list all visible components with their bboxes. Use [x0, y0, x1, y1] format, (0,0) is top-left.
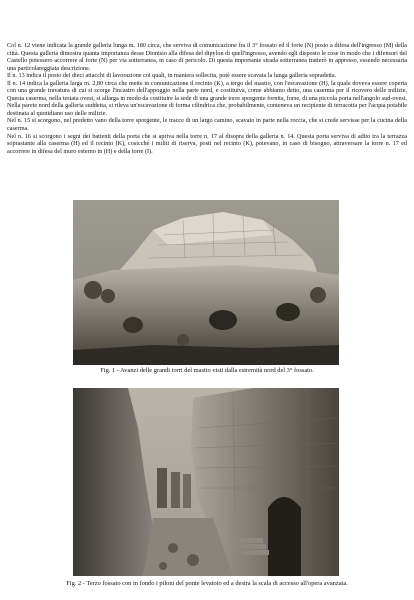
- paragraph-gallery-14: Il n. 14 indica la galleria larga m. 2,80 circa che mette in comunicazione il recinto (K), a tergo del mastio, con l'escavazione (H), la quale doveva essere coperta con una grande travatura di cui si scorge l'incastro dell'appoggio nella parte nord, e costituiva, come abbiamo detto, una caserma per il ricovero delle milizie. Questa caserma, nella testata ovest, si allarga in modo da costituire la sede di una grande torre sporgente fornita, forse, di una piccola porta nell'angolo sud-ovest. Nella parete nord della galleria suddetta, si rileva un'escavazione di forma cilindrica che, probabilmente, conteneva un recipiente di terracotta per l'acqua potabile destinata al quotidiano uso delle milizie.: [7, 79, 407, 117]
- third-moat-photo: [73, 388, 339, 576]
- figure-1-photo: [73, 200, 339, 365]
- tower-ruins-photo: [73, 200, 339, 365]
- body-text: [7, 42, 407, 155]
- figure-2-caption: Fig. 2 - Terzo fossato con in fondo i piloni del ponte levatoio ed a destra la scala di accesso all'opera avanzata.: [66, 580, 348, 587]
- paragraph-gallery-12: Col n. 12 viene indicata la grande galleria lunga m. 180 circa, che serviva di comunicazione fra il 3° fossato ed il forte (N) posto a difesa dell'ingresso (M) della città. Questa galleria dimostra quanta importanza desse Dionisio alla difesa del dipylon di quell'ingresso, avendo egli disposto le cose in modo che i difensori del Castello potessero accorrere al forte (N) per via sotterranea, in caso di pericolo. Di questa importante strada sotterranea tratterò in appresso, essendo necessaria una particolareggiata descrizione.: [7, 42, 407, 72]
- paragraph-door-16: Nel n. 16 si scorgono i segni dei battenti della porta che si apriva nella torre n. 17 al disopra della galleria n. 14. Questa porta serviva di adito tra la terrazza soprastante alla caserma (H) ed il recinto (K), cosicché i militi di riserva, posti nel recinto (K), potevano, in caso di bisogno, attraversare la torre n. 17 ed accorrere in difesa del muro esterno in (H) e della torre (I).: [7, 132, 407, 155]
- figure-1-caption: Fig. 1 - Avanzi delle grandi torri del mastio visti dalla estremità nord del 3° fossato.: [100, 367, 314, 374]
- figure-2-photo: [73, 388, 339, 576]
- paragraph-attacks-13: Il n. 13 indica il posto dei dieci attacchi di lavorazione coi quali, in maniera sollecita, potè essere scavata la lunga galleria sopradetta.: [7, 72, 337, 80]
- paragraph-chimney-15: Nel n. 15 si scorgono, nel predetto vano della torre sporgente, le tracce di un largo camino, scavato in parte nella roccia, che si crede servisse per la cucina della caserma.: [7, 117, 407, 133]
